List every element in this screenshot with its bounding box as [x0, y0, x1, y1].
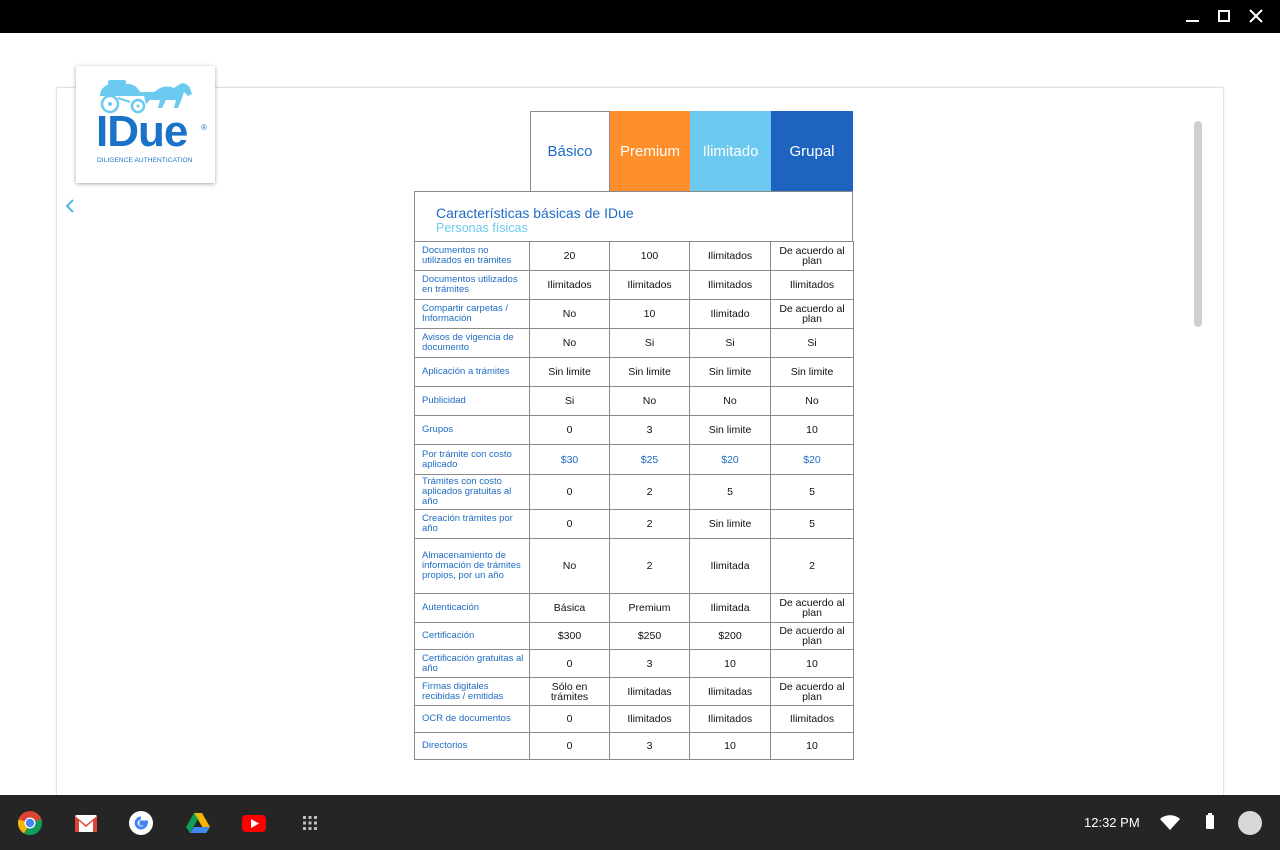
table-cell: 0 [530, 733, 610, 760]
table-cell: Si [771, 329, 854, 358]
feature-label: Avisos de vigencia de documento [415, 329, 530, 358]
plan-header-premium: Premium [610, 111, 690, 191]
table-cell: Ilimitada [690, 594, 771, 623]
table-row [415, 594, 854, 623]
table-cell: Ilimitados [690, 706, 771, 733]
table-cell: $200 [690, 623, 771, 650]
table-cell: No [610, 387, 690, 416]
table-row [415, 416, 854, 445]
feature-label: Documentos no utilizados en trámites [415, 242, 530, 271]
plan-header-grupal: Grupal [771, 111, 853, 191]
wifi-icon[interactable] [1160, 815, 1180, 831]
table-cell: Sin limite [690, 510, 771, 539]
feature-label: Creación trámites por año [415, 510, 530, 539]
table-cell: $30 [530, 445, 610, 475]
table-cell: No [530, 329, 610, 358]
logo-wordmark: IDue [96, 107, 188, 156]
table-cell: No [530, 300, 610, 329]
table-cell: Sin limite [690, 358, 771, 387]
section-header [414, 191, 853, 241]
drive-icon[interactable] [185, 810, 211, 836]
feature-label: Compartir carpetas / Información [415, 300, 530, 329]
logo-tagline: DILIGENCE AUTHENTICATION [97, 157, 193, 164]
table-cell: Ilimitados [771, 271, 854, 300]
table-cell: 0 [530, 510, 610, 539]
window-titlebar [0, 0, 1280, 33]
table-cell: De acuerdo al plan [771, 623, 854, 650]
feature-label: Trámites con costo aplicados gratuitas al año [415, 475, 530, 510]
table-cell: Sin limite [771, 358, 854, 387]
idue-logo [76, 66, 215, 183]
feature-label: Directorios [415, 733, 530, 760]
feature-label: OCR de documentos [415, 706, 530, 733]
table-cell: No [530, 539, 610, 594]
table-cell: 0 [530, 706, 610, 733]
vertical-scrollbar[interactable] [1194, 121, 1202, 327]
feature-label: Por trámite con costo aplicado [415, 445, 530, 475]
table-cell: 3 [610, 733, 690, 760]
table-cell: 10 [771, 650, 854, 678]
table-row [415, 706, 854, 733]
table-cell: Básica [530, 594, 610, 623]
feature-label: Certificación gratuitas al año [415, 650, 530, 678]
table-cell: Ilimitados [610, 706, 690, 733]
table-row [415, 475, 854, 510]
table-cell: Si [530, 387, 610, 416]
os-shelf [0, 795, 1280, 850]
table-cell: 2 [610, 539, 690, 594]
logo-registered-mark: ® [201, 123, 207, 132]
chrome-icon[interactable] [17, 810, 43, 836]
table-row [415, 387, 854, 416]
table-row [415, 650, 854, 678]
table-cell: 5 [690, 475, 771, 510]
battery-icon[interactable] [1206, 813, 1214, 829]
table-cell: 3 [610, 416, 690, 445]
section-subtitle: Personas físicas [436, 221, 528, 235]
feature-label: Almacenamiento de información de trámites propios, por un año [415, 539, 530, 594]
table-cell: Ilimitados [610, 271, 690, 300]
table-cell: 10 [690, 733, 771, 760]
gmail-icon[interactable] [73, 810, 99, 836]
table-cell: 10 [690, 650, 771, 678]
table-row [415, 733, 854, 760]
feature-label: Autenticación [415, 594, 530, 623]
plan-header-basico: Básico [530, 111, 610, 191]
table-cell: Ilimitadas [690, 678, 771, 706]
table-cell: De acuerdo al plan [771, 300, 854, 329]
app-content [0, 33, 1280, 795]
table-cell: Ilimitados [771, 706, 854, 733]
table-cell: $20 [771, 445, 854, 475]
table-row [415, 510, 854, 539]
maximize-icon [1218, 10, 1230, 22]
table-cell: 10 [610, 300, 690, 329]
youtube-icon[interactable] [241, 810, 267, 836]
table-cell: Ilimitados [690, 242, 771, 271]
table-cell: 5 [771, 510, 854, 539]
maximize-button[interactable] [1214, 6, 1234, 26]
table-cell: 0 [530, 416, 610, 445]
table-cell: $25 [610, 445, 690, 475]
table-cell: Sin limite [690, 416, 771, 445]
table-cell: 10 [771, 733, 854, 760]
table-row [415, 445, 854, 475]
feature-label: Firmas digitales recibidas / emitidas [415, 678, 530, 706]
avatar[interactable] [1238, 811, 1262, 835]
section-title: Características básicas de IDue [436, 205, 634, 221]
back-button[interactable] [63, 197, 77, 215]
feature-label: Publicidad [415, 387, 530, 416]
table-cell: Premium [610, 594, 690, 623]
table-cell: 5 [771, 475, 854, 510]
table-cell: 2 [610, 475, 690, 510]
table-cell: Ilimitado [690, 300, 771, 329]
table-cell: 10 [771, 416, 854, 445]
table-cell: No [690, 387, 771, 416]
table-cell: 0 [530, 475, 610, 510]
table-cell: De acuerdo al plan [771, 678, 854, 706]
table-cell: Ilimitada [690, 539, 771, 594]
minimize-button[interactable] [1182, 6, 1202, 26]
table-cell: 20 [530, 242, 610, 271]
table-cell: Ilimitados [530, 271, 610, 300]
table-cell: Si [690, 329, 771, 358]
table-cell: 2 [610, 510, 690, 539]
system-clock[interactable]: 12:32 PM [1084, 815, 1140, 830]
feature-label: Certificación [415, 623, 530, 650]
table-cell: 100 [610, 242, 690, 271]
table-cell: 3 [610, 650, 690, 678]
google-icon[interactable] [128, 810, 154, 836]
launcher-icon[interactable] [297, 810, 323, 836]
features-table [414, 241, 854, 760]
table-row [415, 539, 854, 594]
table-row [415, 242, 854, 271]
table-cell: Sin limite [530, 358, 610, 387]
feature-label: Aplicación a trámites [415, 358, 530, 387]
table-cell: Si [610, 329, 690, 358]
table-row [415, 623, 854, 650]
table-cell: $250 [610, 623, 690, 650]
table-cell: 2 [771, 539, 854, 594]
table-row [415, 300, 854, 329]
table-row [415, 329, 854, 358]
table-cell: De acuerdo al plan [771, 242, 854, 271]
close-icon [1249, 9, 1263, 23]
plan-header-ilimitado: Ilimitado [690, 111, 771, 191]
chevron-left-icon [63, 197, 77, 215]
table-cell: Ilimitados [690, 271, 771, 300]
table-row [415, 271, 854, 300]
table-row [415, 678, 854, 706]
table-cell: No [771, 387, 854, 416]
table-cell: $20 [690, 445, 771, 475]
table-cell: $300 [530, 623, 610, 650]
table-cell: De acuerdo al plan [771, 594, 854, 623]
table-cell: Sólo en trámites [530, 678, 610, 706]
table-cell: Ilimitadas [610, 678, 690, 706]
close-button[interactable] [1246, 6, 1266, 26]
table-cell: Sin limite [610, 358, 690, 387]
feature-label: Grupos [415, 416, 530, 445]
table-row [415, 358, 854, 387]
feature-label: Documentos utilizados en trámites [415, 271, 530, 300]
minimize-icon [1186, 20, 1199, 22]
table-cell: 0 [530, 650, 610, 678]
